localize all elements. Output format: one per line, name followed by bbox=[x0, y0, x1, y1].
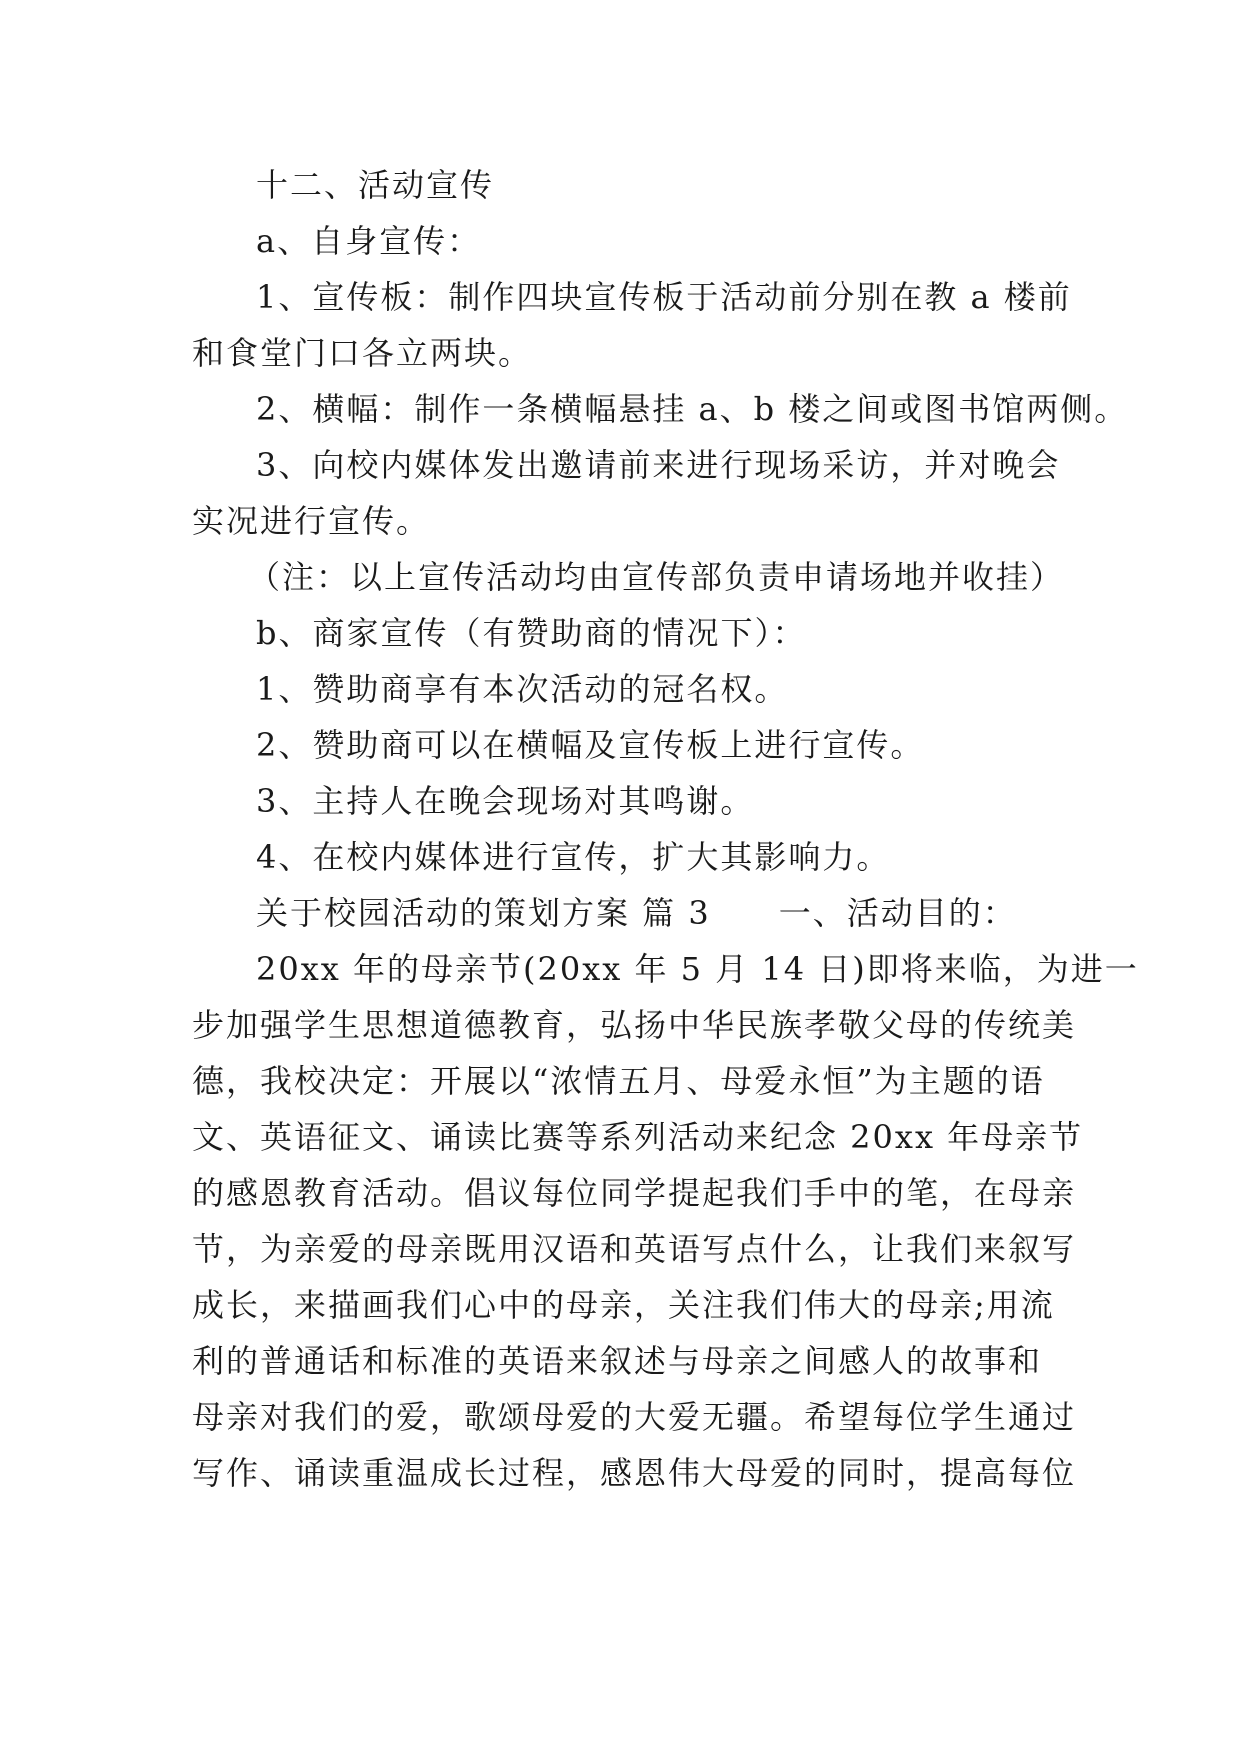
paragraph-line: 20xx 年的母亲节(20xx 年 5 月 14 日)即将来临，为进一 bbox=[256, 950, 1139, 988]
paragraph-line: 的感恩教育活动。倡议每位同学提起我们手中的笔，在母亲 bbox=[192, 1174, 1077, 1212]
section-heading-publicity: 十二、活动宣传 bbox=[256, 166, 495, 204]
paragraph-line: 2、横幅：制作一条横幅悬挂 a、b 楼之间或图书馆两侧。 bbox=[256, 390, 1129, 428]
paragraph-line: 步加强学生思想道德教育，弘扬中华民族孝敬父母的传统美 bbox=[192, 1006, 1077, 1044]
subheading-self-publicity: a、自身宣传： bbox=[256, 222, 482, 260]
subheading-merchant-publicity: b、商家宣传（有赞助商的情况下）： bbox=[256, 614, 807, 652]
paragraph-line: 1、赞助商享有本次活动的冠名权。 bbox=[256, 670, 789, 708]
paragraph-line: 2、赞助商可以在横幅及宣传板上进行宣传。 bbox=[256, 726, 925, 764]
paragraph-line: 文、英语征文、诵读比赛等系列活动来纪念 20xx 年母亲节 bbox=[192, 1118, 1084, 1156]
paragraph-line: 写作、诵读重温成长过程，感恩伟大母爱的同时，提高每位 bbox=[192, 1454, 1077, 1492]
note-line: （注：以上宣传活动均由宣传部负责申请场地并收挂） bbox=[248, 558, 1065, 596]
paragraph-line: 母亲对我们的爱，歌颂母爱的大爱无疆。希望每位学生通过 bbox=[192, 1398, 1077, 1436]
paragraph-line: 1、宣传板：制作四块宣传板于活动前分别在教 a 楼前 bbox=[256, 278, 1072, 316]
paragraph-line: 4、在校内媒体进行宣传，扩大其影响力。 bbox=[256, 838, 891, 876]
paragraph-line: 节，为亲爱的母亲既用汉语和英语写点什么，让我们来叙写 bbox=[192, 1230, 1077, 1268]
section-heading-plan-3: 关于校园活动的策划方案 篇 3 一、活动目的： bbox=[256, 894, 1017, 932]
paragraph-line: 利的普通话和标准的英语来叙述与母亲之间感人的故事和 bbox=[192, 1342, 1043, 1380]
paragraph-line: 和食堂门口各立两块。 bbox=[192, 334, 533, 372]
paragraph-line: 成长，来描画我们心中的母亲，关注我们伟大的母亲;用流 bbox=[192, 1286, 1055, 1324]
paragraph-line: 3、向校内媒体发出邀请前来进行现场采访，并对晚会 bbox=[256, 446, 1061, 484]
paragraph-line: 3、主持人在晚会现场对其鸣谢。 bbox=[256, 782, 755, 820]
paragraph-line: 德，我校决定：开展以“浓情五月、母爱永恒”为主题的语 bbox=[192, 1062, 1045, 1100]
paragraph-line: 实况进行宣传。 bbox=[192, 502, 431, 540]
